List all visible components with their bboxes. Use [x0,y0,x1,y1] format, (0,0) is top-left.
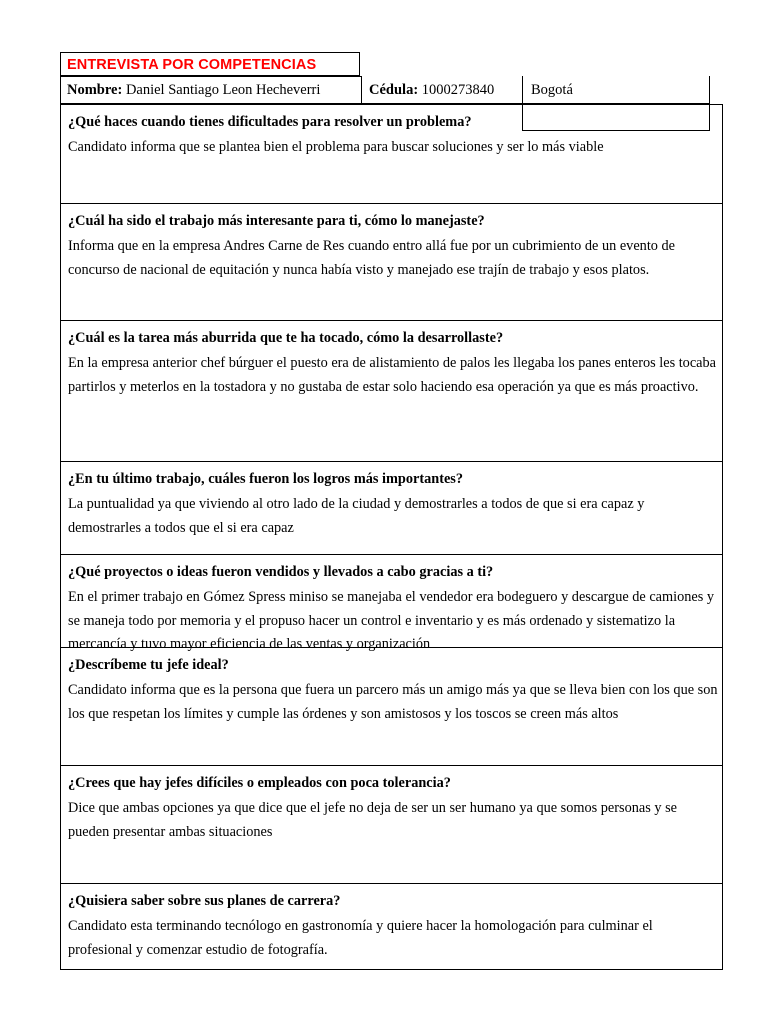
answer-text: Candidato informa que se plantea bien el problema para buscar soluciones y ser lo más viable [68,139,604,155]
answer-text: Informa que en la empresa Andres Carne de Res cuando entro allá fue por un cubrimiento de un evento de concurso de nacional de equitación y nunca había visto y manejado ese trajín de trabajo y esos platos. [68,238,676,278]
qa-block-8 [61,883,722,969]
candidate-id-label: Cédula: [369,82,419,98]
answer-text: En el primer trabajo en Gómez Spress miniso se manejaba el vendedor era bodeguero y descargue de camiones y se maneja todo por memoria y el propuso hacer un control e inventario y es más ordenado y sistematizo la mercancía y tuvo mayor eficiencia de las ventas y organización [68,589,715,652]
candidate-name-label: Nombre: [67,82,123,98]
qa-block-7 [61,765,722,883]
question-text: ¿Descríbeme tu jefe ideal? [68,657,229,673]
cell-divider [522,76,523,103]
qa-block-4 [61,461,722,554]
form-title-box [60,52,360,76]
form-title: ENTREVISTA POR COMPETENCIAS [67,57,317,73]
question-text: ¿Qué proyectos o ideas fueron vendidos y llevados a cabo gracias a ti? [68,564,494,580]
question-text: ¿En tu último trabajo, cuáles fueron los logros más importantes? [68,471,464,487]
candidate-info-row [60,76,710,104]
question-text: ¿Cuál ha sido el trabajo más interesante para ti, cómo lo manejaste? [68,213,485,229]
qa-block-3 [61,320,722,461]
qa-block-5 [61,554,722,652]
answer-text: La puntualidad ya que viviendo al otro lado de la ciudad y demostrarles a todos de que si era capaz y demostrarles a todos que el si era capaz [68,496,645,536]
interview-table [60,104,723,970]
question-text: ¿Qué haces cuando tienes dificultades para resolver un problema? [68,114,472,130]
candidate-id-value: 1000273840 [421,82,495,98]
qa-block-2 [61,203,722,320]
answer-text: Candidato esta terminando tecnólogo en gastronomía y quiere hacer la homologación para culminar el profesional y comenzar estudio de fotografía. [68,918,653,958]
answer-text: Candidato informa que es la persona que fuera un parcero más un amigo más ya que se lleva bien con los que son los que respetan los límites y cumple las órdenes y son amistosos y los toscos se creen más altos [68,682,718,722]
answer-text: Dice que ambas opciones ya que dice que el jefe no deja de ser un ser humano ya que somos personas y se pueden presentar ambas situaciones [68,800,678,840]
qa-block-6 [61,647,722,765]
candidate-name-value: Daniel Santiago Leon Hecheverri [125,82,321,98]
question-text: ¿Crees que hay jefes difíciles o empleados con poca tolerancia? [68,775,451,791]
answer-text: En la empresa anterior chef búrguer el puesto era de alistamiento de palos les llegaba los panes enteros les tocaba partirlos y meterlos en la tostadora y no gustaba de estar solo haciendo esa operación ya que es más proactivo. [68,355,717,395]
candidate-city: Bogotá [531,82,573,98]
question-text: ¿Cuál es la tarea más aburrida que te ha tocado, cómo la desarrollaste? [68,330,504,346]
candidate-name-cell [67,82,320,98]
question-text: ¿Quisiera saber sobre sus planes de carrera? [68,893,341,909]
candidate-id-cell [369,82,494,98]
empty-cell-box [522,104,710,131]
cell-divider [361,76,362,103]
